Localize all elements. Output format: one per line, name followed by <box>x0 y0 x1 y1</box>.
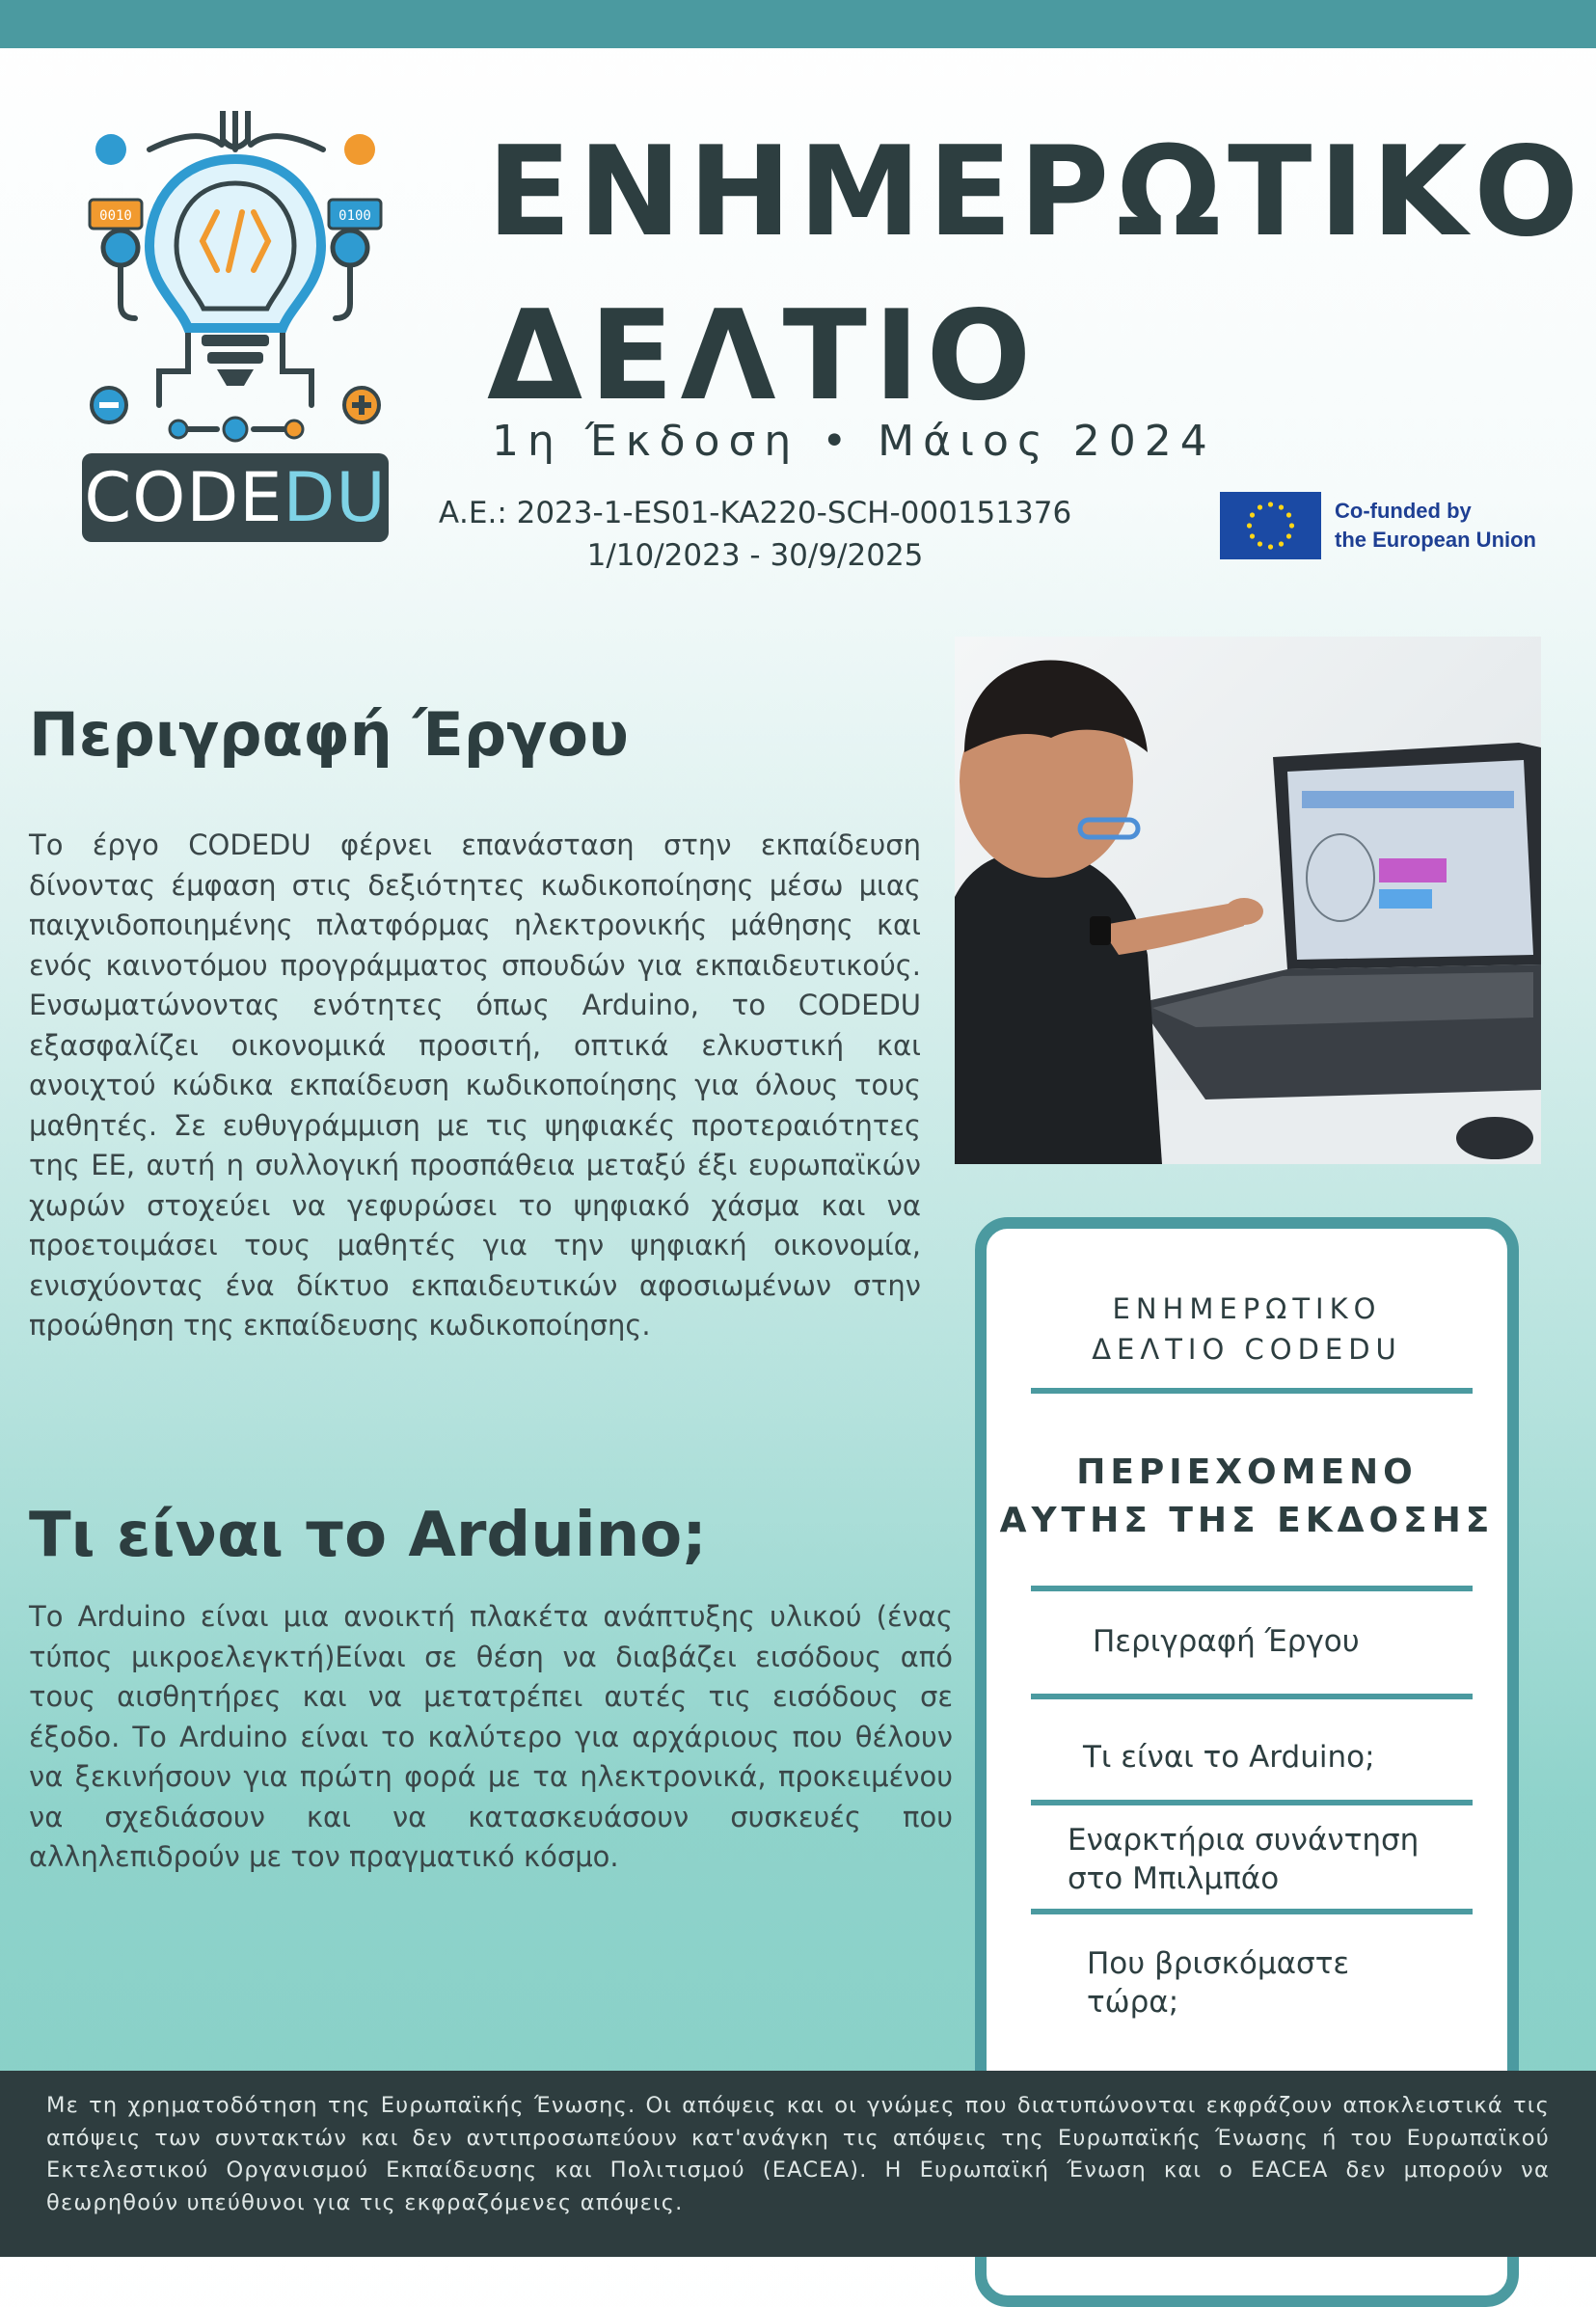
card-divider <box>1031 1800 1473 1805</box>
card-title-line-2: ΔΕΛΤΙΟ CODEDU <box>1092 1333 1402 1366</box>
card-title <box>987 1289 1507 1370</box>
logo-chip-left-text: 0010 <box>99 208 132 224</box>
top-banner-bar <box>0 0 1596 48</box>
disclaimer-text: Με τη χρηματοδότηση της Ευρωπαϊκής Ένωσης. Οι απόψεις και οι γνώμες που διατυπώνονται εκφράζουν αποκλειστικά τις απόψεις των συντακτών και δεν αντιπροσωπεύουν κατ'ανάγκη τις απόψεις της Ευρωπαϊκής Ένωσης ή του Ευρωπαϊκού Εκτελεστικού Οργανισμού Εκπαίδευσης και Πολιτισμού (EACEA). Η Ευρωπαϊκή Ένωση και ο EACEA δεν μπορούν να θεωρηθούν υπεύθυνοι για τις εκφραζόμενες απόψεις. <box>46 2093 1550 2215</box>
card-divider <box>1031 1909 1473 1914</box>
logo-wordmark-code: CODE <box>84 458 284 537</box>
eu-cofunded-badge <box>1220 492 1536 559</box>
card-subtitle <box>987 1449 1507 1545</box>
eu-flag-icon <box>1220 492 1321 559</box>
project-dates: 1/10/2023 - 30/9/2025 <box>586 538 924 573</box>
eu-text-line-1: Co-funded by <box>1335 499 1472 523</box>
project-id: Α.Ε.: 2023-1-ES01-KA220-SCH-000151376 <box>438 496 1072 530</box>
card-divider <box>1031 1586 1473 1591</box>
toc-item-label: τώρα; <box>1087 1985 1179 2020</box>
logo-chip-right-text: 0100 <box>338 208 371 224</box>
card-divider <box>1031 1388 1473 1394</box>
arduino-paragraph: Το Arduino είναι μια ανοικτή πλακέτα ανάπτυξης υλικού (ένας τύπος μικροελεγκτή)Είναι σε θέση να διαβάζει εισόδους από τους αισθητήρες και να μετατρέπει αυτές τις εισόδους σε έξοδο. Το Arduino είναι το καλύτερο για αρχάριους που θέλουν να ξεκινήσουν για πρώτη φορά με τα ηλεκτρονικά, προκειμένου να σχεδιάσουν και να κατασκευάσουν συσκευές που αλληλεπιδρούν με τον πραγματικό κόσμο. <box>29 1600 953 1873</box>
eu-text-line-2: the European Union <box>1335 528 1536 552</box>
footer-disclaimer <box>0 2071 1596 2257</box>
edition-date: 1η Έκδοση • Μάιος 2024 <box>492 417 1216 466</box>
title-line-1: ΕΝΗΜΕΡΩΤΙΚΟ <box>487 121 1586 264</box>
toc-item-kickoff-bilbao[interactable] <box>1068 1821 1419 1898</box>
logo-wordmark <box>82 453 389 542</box>
card-subtitle-line-2: ΑΥΤΗΣ ΤΗΣ ΕΚΔΟΣΗΣ <box>999 1501 1495 1540</box>
toc-item-label: Περιγραφή Έργου <box>1093 1624 1360 1659</box>
toc-item-label: στο Μπιλμπάο <box>1068 1861 1280 1896</box>
codedu-logo <box>82 111 389 545</box>
toc-item-arduino[interactable] <box>1083 1738 1375 1777</box>
student-laptop-photo <box>955 637 1541 1164</box>
section-heading-arduino: Τι είναι το Arduino; <box>29 1500 707 1571</box>
description-paragraph: Το έργο CODEDU φέρνει επανάσταση στην εκπαίδευση δίνοντας έμφαση στις δεξιότητες κωδικοποίησης μέσω μιας παιχνιδοποιημένης πλατφόρμας ηλεκτρονικής μάθησης και ενός καινοτόμου προγράμματος σπουδών για εκπαιδευτικούς. Ενσωματώνοντας ενότητες όπως Arduino, το CODEDU εξασφαλίζει οικονομικά προσιτή, οπτικά ελκυστική και ανοιχτού κώδικα εκπαίδευση κωδικοποίησης για όλους τους μαθητές. Σε ευθυγράμμιση με τις ψηφιακές προτεραιότητες της ΕΕ, αυτή η συλλογική προσπάθεια μεταξύ έξι ευρωπαϊκών χωρών στοχεύει να γεφυρώσει το ψηφιακό χάσμα και να προετοιμάσει τους μαθητές για την ψηφιακή οικονομία, ενισχύοντας ένα δίκτυο εκπαιδευτικών αφοσιωμένων στην προώθηση της εκπαίδευσης κωδικοποίησης. <box>29 828 921 1342</box>
toc-item-where-we-are[interactable] <box>1087 1944 1349 2022</box>
logo-wordmark-du: DU <box>283 458 387 537</box>
lightbulb-circuit-icon <box>82 111 389 458</box>
title-line-2: ΔΕΛΤΙΟ <box>487 285 1039 428</box>
toc-item-description[interactable] <box>1093 1622 1360 1661</box>
toc-item-label: Εναρκτήρια συνάντηση <box>1068 1823 1420 1858</box>
project-info <box>422 492 1088 577</box>
newsletter-title <box>487 111 1585 439</box>
card-subtitle-line-1: ΠΕΡΙΕΧΟΜΕΝΟ <box>1076 1452 1418 1492</box>
card-divider <box>1031 1694 1473 1699</box>
toc-item-label: Που βρισκόμαστε <box>1087 1946 1350 1981</box>
eu-cofunded-text <box>1335 497 1536 555</box>
toc-item-label: Τι είναι το Arduino; <box>1083 1740 1375 1775</box>
card-title-line-1: ΕΝΗΜΕΡΩΤΙΚΟ <box>1112 1292 1382 1325</box>
section-heading-description: Περιγραφή Έργου <box>29 699 629 770</box>
